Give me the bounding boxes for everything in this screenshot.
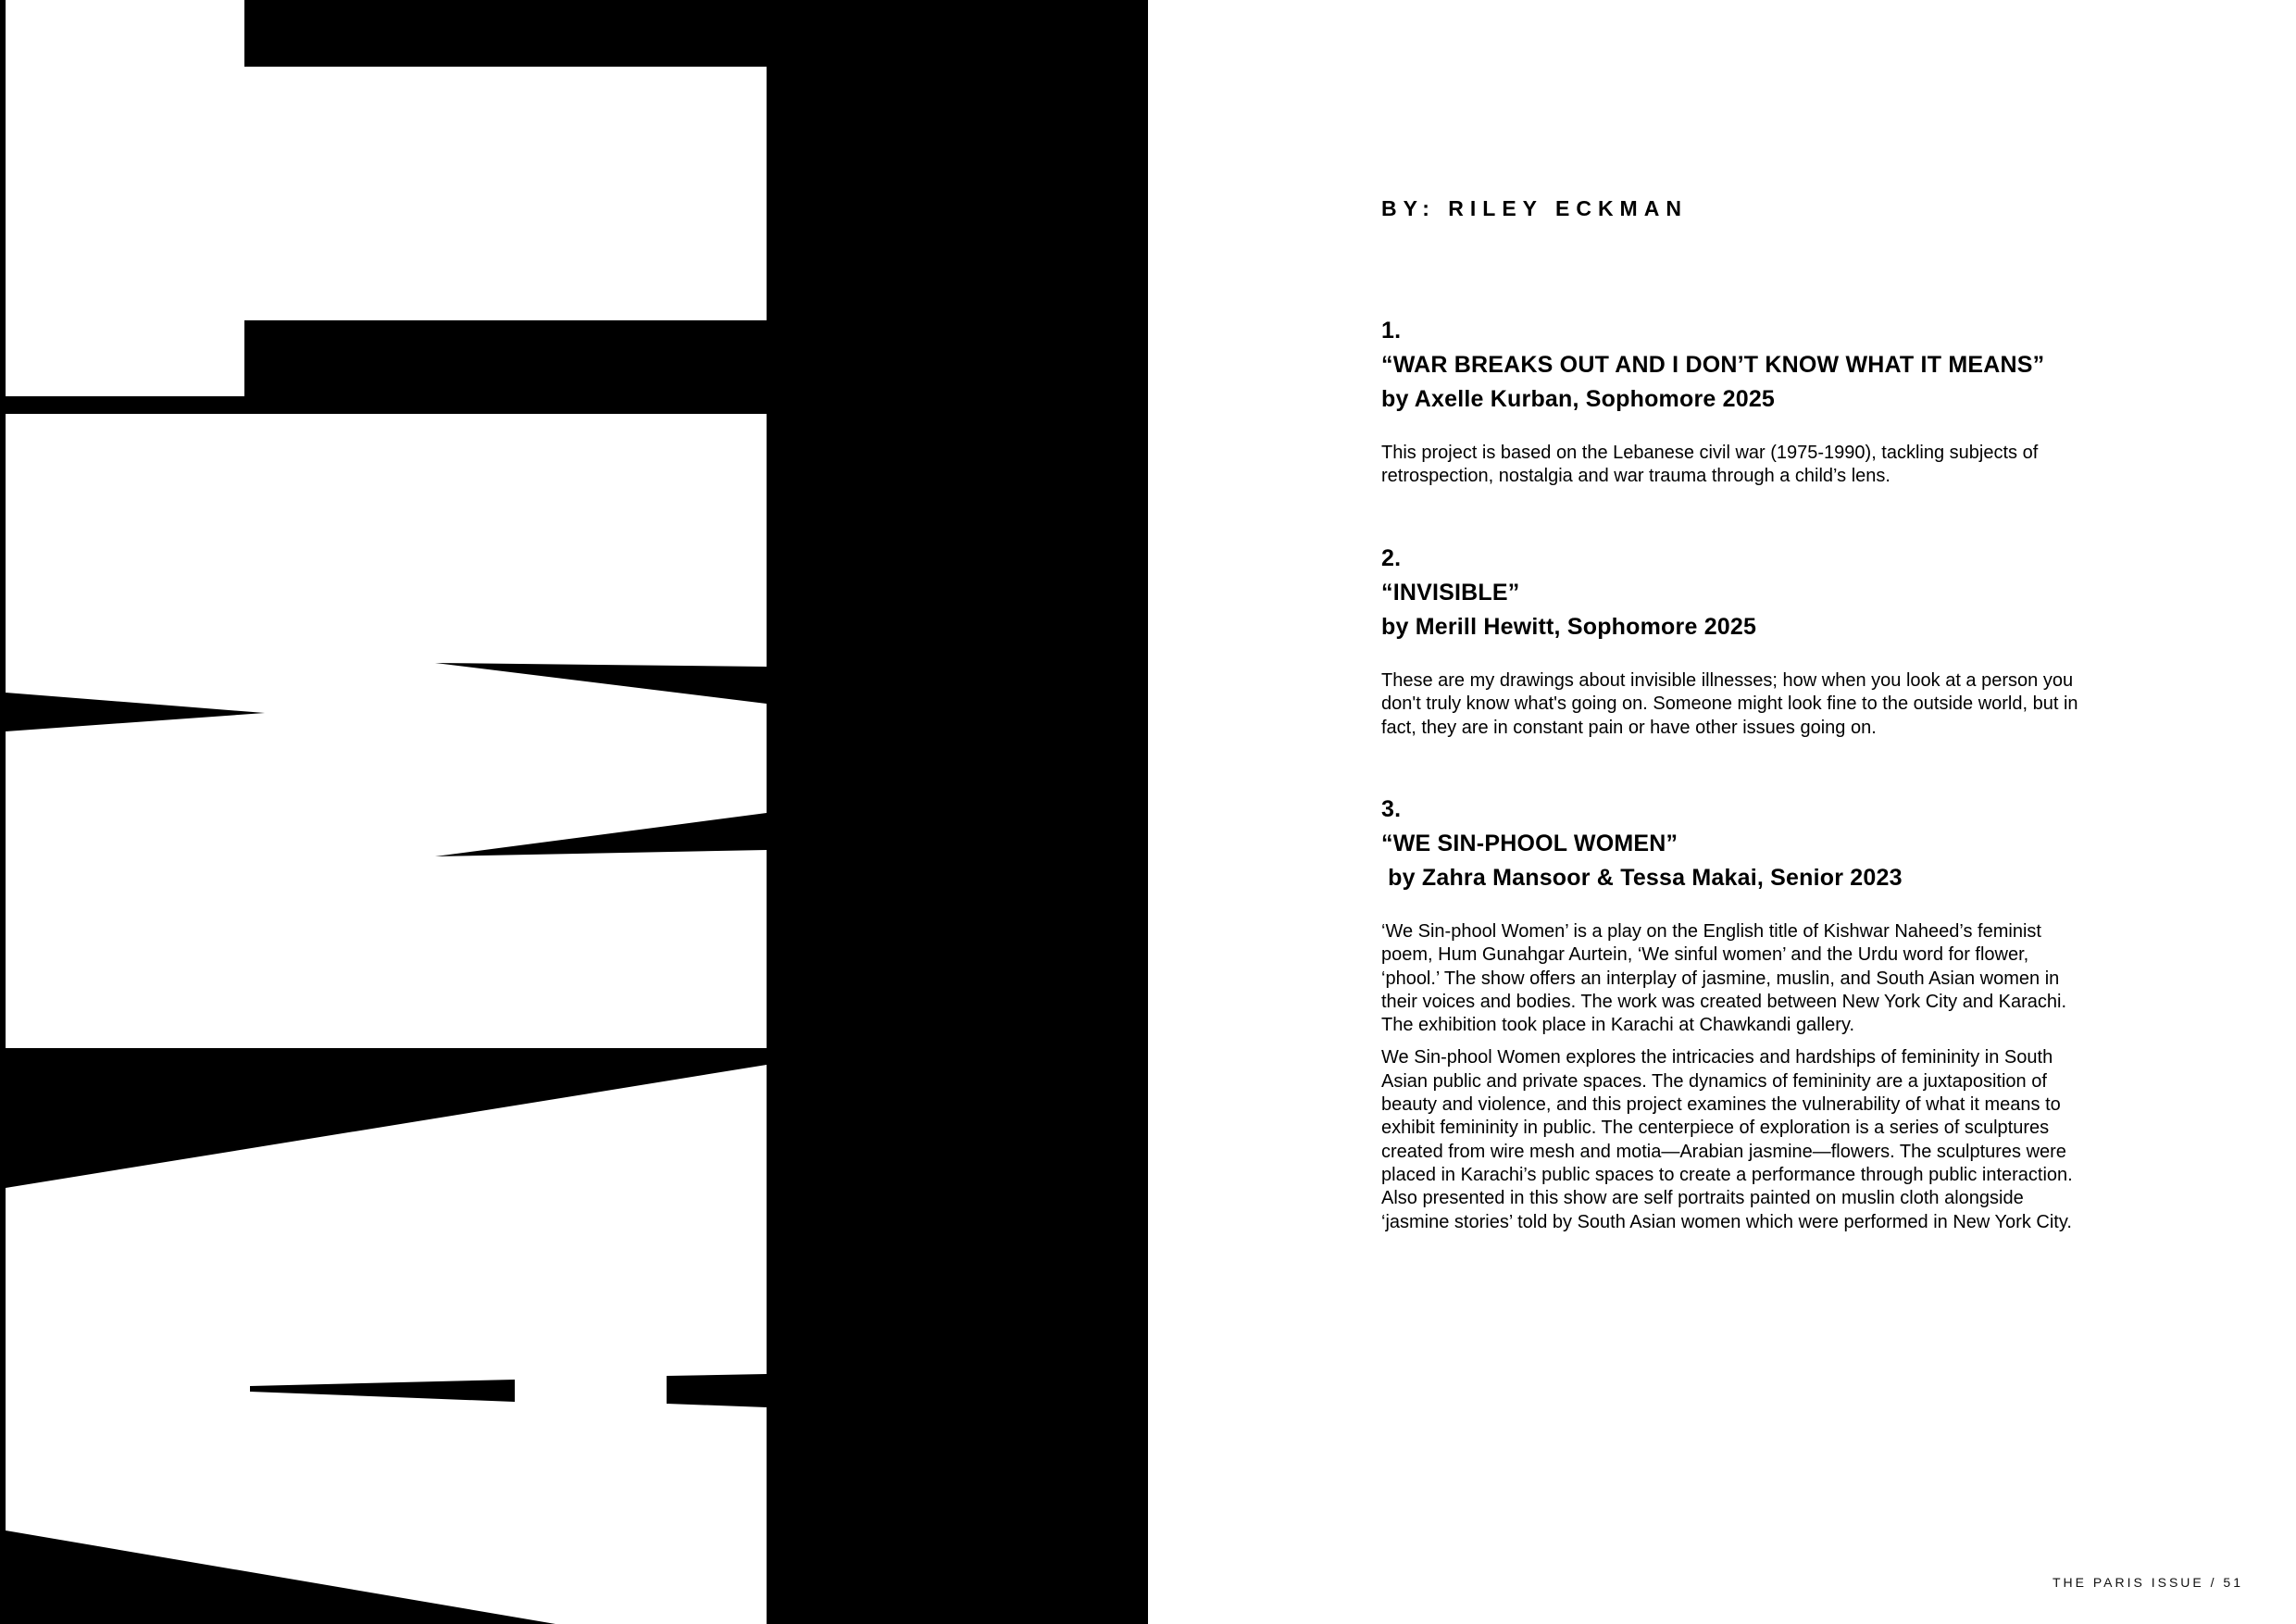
letterform-shape-bottom [6, 1065, 767, 1624]
letterform-shape-top [0, 0, 767, 396]
entry-paragraph: This project is based on the Lebanese civil war (1975-1990), tackling subjects of retrospection, nostalgia and war trauma through a child’s lens. [1381, 443, 2039, 487]
entry-3 [1381, 793, 2085, 1243]
page-folio: THE PARIS ISSUE / 51 [2052, 1575, 2243, 1590]
entry-1 [1381, 314, 2085, 498]
entry-title: “INVISIBLE” [1381, 580, 1520, 606]
entry-author: by Axelle Kurban, Sophomore 2025 [1381, 386, 1776, 412]
entry-number: 1. [1381, 318, 1402, 344]
byline: BY: RILEY ECKMAN [1381, 196, 1688, 220]
entry-paragraph: ‘We Sin-phool Women’ is a play on the English title of Kishwar Naheed’s feminist poem, Hum Gunahgar Aurtein, ‘We sinful women’ and the Urdu word for flower, ‘phool.’ The show offers an interplay of jasmine, muslin, and South Asian women in their voices and bodies. The work was created between New York City and Karachi. The exhibition took place in Karachi at Chawkandi gallery. [1381, 921, 2067, 1036]
entry-number: 2. [1381, 545, 1402, 571]
letterform-shape-middle [6, 414, 767, 1048]
entry-title: “WAR BREAKS OUT AND I DON’T KNOW WHAT IT MEANS” [1381, 352, 2045, 378]
entry-description [1381, 442, 2085, 489]
entry-description [1381, 669, 2085, 740]
entry-2 [1381, 542, 2085, 749]
entry-author: by Zahra Mansoor & Tessa Makai, Senior 2023 [1381, 865, 1903, 891]
entry-paragraph: We Sin-phool Women explores the intricacies and hardships of femininity in South Asian public and private spaces. The dynamics of femininity are a juxtaposition of beauty and violence, and this project examines the vulnerability of what it means to exhibit femininity in public. The centerpiece of exploration is a series of sculptures created from wire mesh and motia—Arabian jasmine—flowers. The sculptures were placed in Karachi’s public spaces to create a performance through public interaction. Also presented in this show are self portraits painted on muslin cloth alongside ‘jasmine stories’ told by South Asian women which were performed in New York City. [1381, 1047, 2073, 1232]
entry-author: by Merill Hewitt, Sophomore 2025 [1381, 614, 1757, 640]
entry-paragraph: These are my drawings about invisible illnesses; how when you look at a person you don't truly know what's going on. Someone might look fine to the outside world, but in fact, they are in constant pain or have other issues going on. [1381, 670, 2078, 738]
entry-description [1381, 920, 2085, 1234]
entry-title: “WE SIN-PHOOL WOMEN” [1381, 831, 1678, 856]
entry-number: 3. [1381, 796, 1402, 822]
